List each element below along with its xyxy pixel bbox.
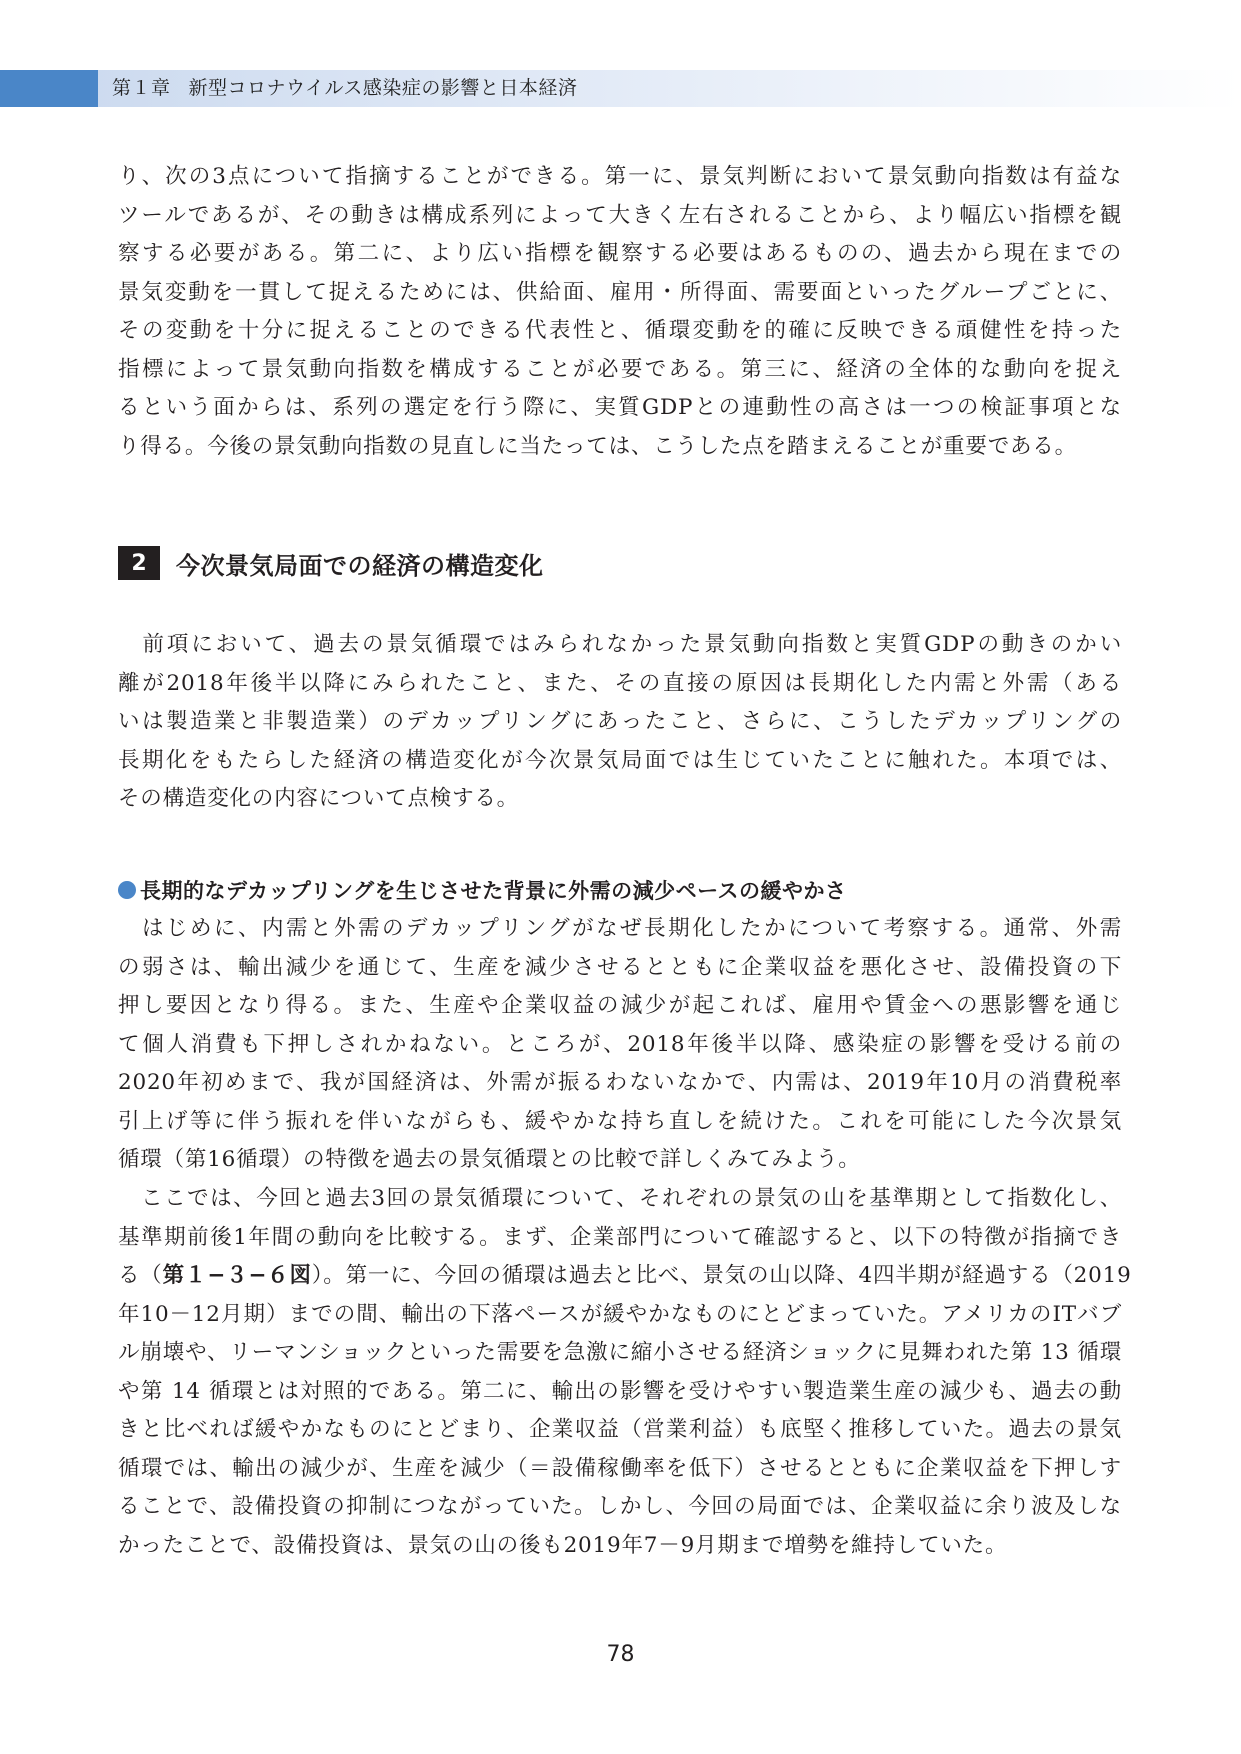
text-line: かったことで、設備投資は、景気の山の後も2019年7－9月期まで増勢を維持していた。 [118, 1532, 1008, 1558]
text-line-with-figure-ref [118, 1257, 1132, 1296]
text-line: ル崩壊や、リーマンショックといった需要を急激に縮小させる経済ショックに見舞われた第 13 循環 [118, 1340, 1122, 1365]
text-line: 長期化をもたらした経済の構造変化が今次景気局面では生じていたことに触れた。本項では、 [118, 747, 1122, 773]
text-line: り、次の3点について指摘することができる。第一に、景気判断において景気動向指数は有益な [118, 164, 1122, 189]
text-line: ツールであるが、その動きは構成系列によって大きく左右されることから、より幅広い指標を観 [118, 202, 1122, 228]
chapter-label: 第１章 [112, 77, 171, 99]
section-intro-paragraph [118, 626, 1122, 819]
text-line: ここでは、今回と過去3回の景気循環について、それぞれの景気の山を基準期として指数化し、 [118, 1186, 1122, 1211]
text-line: 景気変動を一貫して捉えるためには、供給面、雇用・所得面、需要面といったグループごとに、 [118, 279, 1122, 305]
text-line: り得る。今後の景気動向指数の見直しに当たっては、こうした点を踏まえることが重要である。 [118, 433, 1077, 459]
text-line: その構造変化の内容について点検する。 [118, 786, 519, 811]
text-line: や第 14 循環とは対照的である。第二に、輸出の影響を受けやすい製造業生産の減少も、過去の動 [118, 1378, 1122, 1404]
intro-paragraph [118, 158, 1122, 466]
text-line: 察する必要がある。第二に、より広い指標を観察する必要はあるものの、過去から現在までの [118, 241, 1122, 266]
text-line: 離が2018年後半以降にみられたこと、また、その直接の原因は長期化した内需と外需（ある [118, 670, 1122, 696]
text-line: 2020年初めまで、我が国経済は、外需が振るわないなかで、内需は、2019年10月の消費税率 [118, 1070, 1122, 1095]
text-line: 基準期前後1年間の動向を比較する。まず、企業部門について確認すると、以下の特徴が指摘でき [118, 1224, 1122, 1250]
text-line: はじめに、内需と外需のデカップリングがなぜ長期化したかについて考察する。通常、外需 [118, 916, 1122, 941]
text-line: 前項において、過去の景気循環ではみられなかった景気動向指数と実質GDPの動きのかい [118, 632, 1122, 657]
running-header [112, 70, 577, 107]
text-line: 押し要因となり得る。また、生産や企業収益の減少が起これば、雇用や賃金への悪影響を通じ [118, 993, 1122, 1018]
text-line: 循環では、輸出の減少が、生産を減少（＝設備稼働率を低下）させるとともに企業収益を下押しす [118, 1455, 1122, 1481]
section-title: 今次景気局面での経済の構造変化 [176, 551, 544, 580]
text-line: 指標によって景気動向指数を構成することが必要である。第三に、経済の全体的な動向を捉え [118, 356, 1122, 382]
text-fragment: る（ [118, 1263, 163, 1288]
text-line: その変動を十分に捉えることのできる代表性と、循環変動を的確に反映できる頑健性を持った [118, 318, 1122, 343]
body-paragraph-2 [118, 1180, 1132, 1565]
figure-reference: 第１−３−６図 [162, 1263, 312, 1288]
text-line: 引上げ等に伴う振れを伴いながらも、緩やかな持ち直しを続けた。これを可能にした今次景気 [118, 1108, 1122, 1134]
text-line: いは製造業と非製造業）のデカップリングにあったこと、さらに、こうしたデカップリングの [118, 709, 1122, 734]
subsection-title: 長期的なデカップリングを生じさせた背景に外需の減少ペースの緩やかさ [140, 879, 847, 903]
chapter-title: 新型コロナウイルス感染症の影響と日本経済 [188, 77, 578, 99]
bullet-circle-icon [118, 881, 136, 899]
text-line: ることで、設備投資の抑制につながっていた。しかし、今回の局面では、企業収益に余り波及しな [118, 1494, 1122, 1519]
section-heading [118, 545, 544, 581]
text-fragment: ）。第一に、今回の循環は過去と比べ、景気の山以降、4四半期が経過する（2019 [311, 1263, 1132, 1288]
body-paragraph-1 [118, 910, 1122, 1180]
text-line: 年10－12月期）までの間、輸出の下落ペースが緩やかなものにとどまっていた。アメリカのITバブ [118, 1301, 1122, 1327]
text-line: の弱さは、輸出減少を通じて、生産を減少させるとともに企業収益を悪化させ、設備投資の下 [118, 954, 1122, 980]
text-line: るという面からは、系列の選定を行う際に、実質GDPとの連動性の高さは一つの検証事項とな [118, 395, 1122, 420]
section-number-badge: 2 [118, 546, 160, 580]
text-line: 循環（第16循環）の特徴を過去の景気循環との比較で詳しくみてみよう。 [118, 1147, 861, 1172]
subsection-heading [118, 874, 847, 906]
page-number: 78 [606, 1642, 635, 1667]
text-line: て個人消費も下押しされかねない。ところが、2018年後半以降、感染症の影響を受ける前の [118, 1031, 1122, 1057]
text-line: きと比べれば緩やかなものにとどまり、企業収益（営業利益）も底堅く推移していた。過去の景気 [118, 1417, 1122, 1442]
header-accent-block [0, 70, 98, 107]
